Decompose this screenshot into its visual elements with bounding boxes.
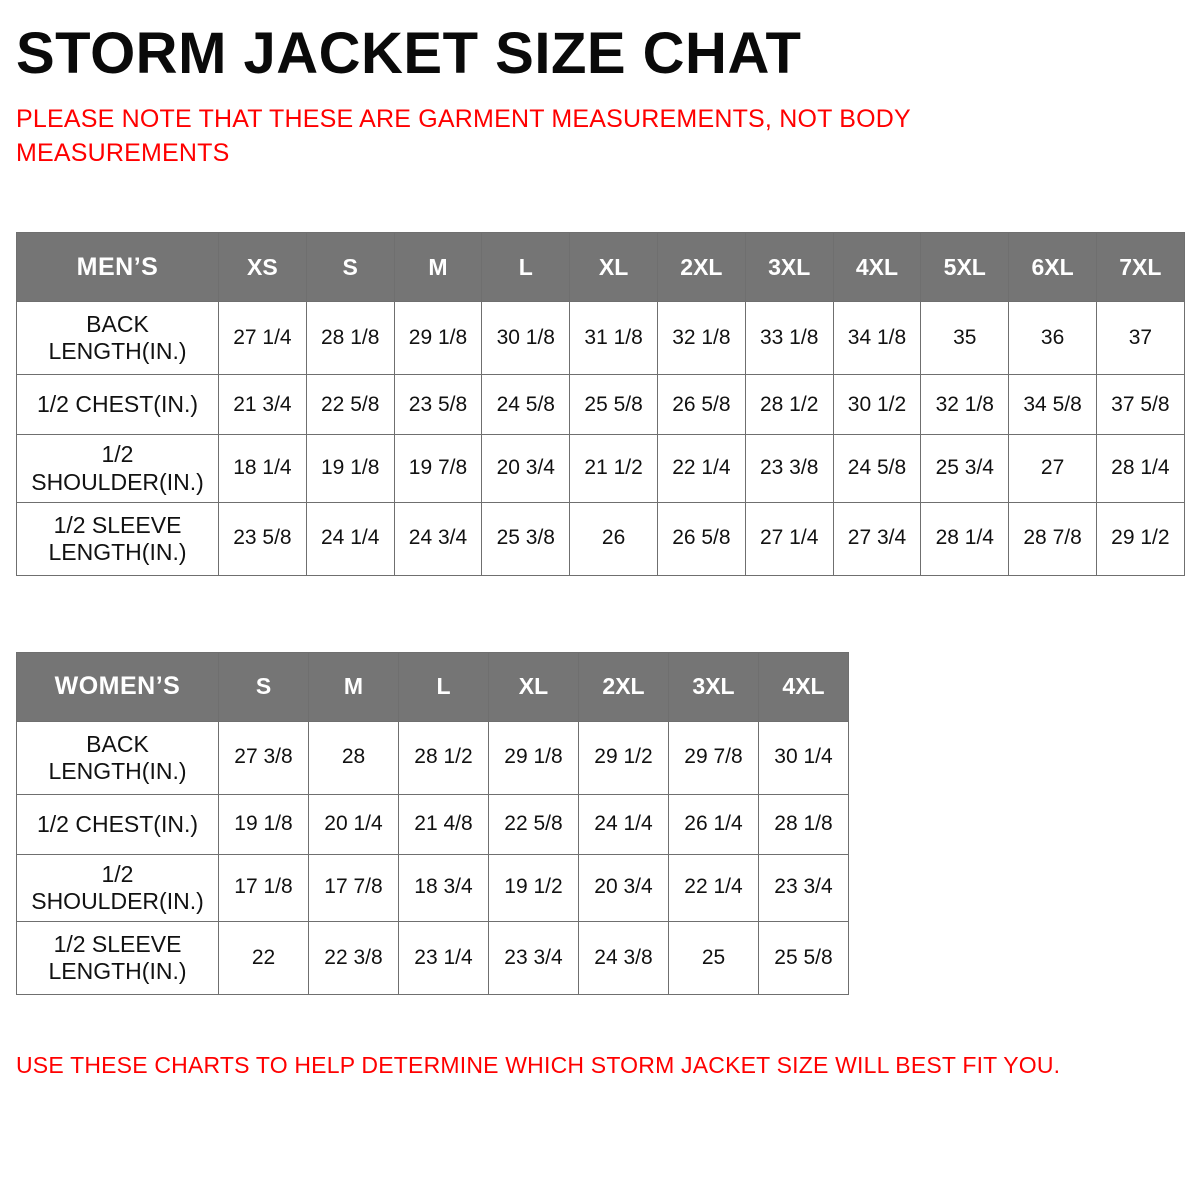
womens-size-header: 2XL <box>579 652 669 721</box>
mens-cell: 20 3/4 <box>482 435 570 502</box>
mens-cell: 25 3/8 <box>482 502 570 575</box>
mens-size-header: 3XL <box>745 233 833 302</box>
mens-cell: 25 3/4 <box>921 435 1009 502</box>
mens-size-header: 5XL <box>921 233 1009 302</box>
mens-cell: 27 1/4 <box>745 502 833 575</box>
womens-row-label: 1/2 SLEEVE LENGTH(IN.) <box>17 921 219 994</box>
womens-cell: 19 1/2 <box>489 854 579 921</box>
mens-size-header: 4XL <box>833 233 921 302</box>
mens-cell: 31 1/8 <box>570 302 658 375</box>
womens-cell: 21 4/8 <box>399 794 489 854</box>
womens-cell: 26 1/4 <box>669 794 759 854</box>
mens-cell: 21 1/2 <box>570 435 658 502</box>
mens-cell: 34 1/8 <box>833 302 921 375</box>
womens-cell: 19 1/8 <box>219 794 309 854</box>
mens-cell: 23 5/8 <box>219 502 307 575</box>
mens-row-label: BACK LENGTH(IN.) <box>17 302 219 375</box>
mens-cell: 23 5/8 <box>394 375 482 435</box>
mens-cell: 28 1/8 <box>306 302 394 375</box>
mens-size-header: L <box>482 233 570 302</box>
mens-cell: 37 5/8 <box>1096 375 1184 435</box>
table-row <box>17 302 1185 375</box>
womens-cell: 25 <box>669 921 759 994</box>
mens-size-table-wrap <box>16 232 1184 575</box>
womens-cell: 24 3/8 <box>579 921 669 994</box>
mens-size-header: 6XL <box>1009 233 1097 302</box>
womens-size-header: S <box>219 652 309 721</box>
mens-cell: 24 1/4 <box>306 502 394 575</box>
womens-size-header: M <box>309 652 399 721</box>
mens-cell: 32 1/8 <box>921 375 1009 435</box>
mens-size-header: 7XL <box>1096 233 1184 302</box>
womens-cell: 17 7/8 <box>309 854 399 921</box>
page-title: STORM JACKET SIZE CHAT <box>16 21 802 86</box>
womens-cell: 29 7/8 <box>669 721 759 794</box>
mens-cell: 25 5/8 <box>570 375 658 435</box>
womens-cell: 24 1/4 <box>579 794 669 854</box>
mens-cell: 32 1/8 <box>657 302 745 375</box>
mens-cell: 28 1/4 <box>921 502 1009 575</box>
mens-cell: 22 5/8 <box>306 375 394 435</box>
table-row <box>17 435 1185 502</box>
mens-cell: 33 1/8 <box>745 302 833 375</box>
mens-size-header: 2XL <box>657 233 745 302</box>
womens-corner-label: WOMEN’S <box>17 652 219 721</box>
womens-cell: 28 <box>309 721 399 794</box>
mens-row-label: 1/2 CHEST(IN.) <box>17 375 219 435</box>
table-row <box>17 921 849 994</box>
womens-cell: 22 3/8 <box>309 921 399 994</box>
mens-cell: 19 7/8 <box>394 435 482 502</box>
womens-cell: 25 5/8 <box>759 921 849 994</box>
mens-corner-label: MEN’S <box>17 233 219 302</box>
womens-cell: 23 1/4 <box>399 921 489 994</box>
womens-row-label: 1/2 CHEST(IN.) <box>17 794 219 854</box>
table-row <box>17 375 1185 435</box>
mens-cell: 24 5/8 <box>482 375 570 435</box>
womens-size-table-wrap <box>16 652 1184 995</box>
mens-size-table <box>16 232 1185 575</box>
womens-cell: 29 1/8 <box>489 721 579 794</box>
mens-size-header: XS <box>219 233 307 302</box>
womens-cell: 22 1/4 <box>669 854 759 921</box>
mens-size-header: S <box>306 233 394 302</box>
table-row <box>17 721 849 794</box>
mens-cell: 27 1/4 <box>219 302 307 375</box>
womens-cell: 29 1/2 <box>579 721 669 794</box>
mens-cell: 22 1/4 <box>657 435 745 502</box>
measurement-disclaimer: PLEASE NOTE THAT THESE ARE GARMENT MEASUREMENTS, NOT BODY MEASUREMENTS <box>16 104 911 167</box>
womens-cell: 30 1/4 <box>759 721 849 794</box>
mens-cell: 19 1/8 <box>306 435 394 502</box>
womens-row-label: 1/2 SHOULDER(IN.) <box>17 854 219 921</box>
womens-header-row <box>17 652 849 721</box>
womens-cell: 23 3/4 <box>489 921 579 994</box>
womens-cell: 20 3/4 <box>579 854 669 921</box>
mens-size-header: XL <box>570 233 658 302</box>
womens-size-header: 3XL <box>669 652 759 721</box>
mens-cell: 30 1/2 <box>833 375 921 435</box>
mens-cell: 35 <box>921 302 1009 375</box>
mens-cell: 21 3/4 <box>219 375 307 435</box>
womens-cell: 18 3/4 <box>399 854 489 921</box>
womens-cell: 28 1/8 <box>759 794 849 854</box>
mens-cell: 29 1/2 <box>1096 502 1184 575</box>
mens-cell: 23 3/8 <box>745 435 833 502</box>
womens-cell: 27 3/8 <box>219 721 309 794</box>
mens-cell: 29 1/8 <box>394 302 482 375</box>
mens-cell: 18 1/4 <box>219 435 307 502</box>
mens-cell: 28 1/2 <box>745 375 833 435</box>
mens-cell: 30 1/8 <box>482 302 570 375</box>
mens-cell: 26 5/8 <box>657 375 745 435</box>
womens-size-table <box>16 652 849 995</box>
womens-cell: 20 1/4 <box>309 794 399 854</box>
table-row <box>17 502 1185 575</box>
mens-cell: 24 5/8 <box>833 435 921 502</box>
mens-cell: 27 3/4 <box>833 502 921 575</box>
mens-cell: 37 <box>1096 302 1184 375</box>
womens-cell: 22 5/8 <box>489 794 579 854</box>
mens-row-label: 1/2 SLEEVE LENGTH(IN.) <box>17 502 219 575</box>
mens-cell: 28 7/8 <box>1009 502 1097 575</box>
womens-cell: 28 1/2 <box>399 721 489 794</box>
mens-header-row <box>17 233 1185 302</box>
womens-size-header: 4XL <box>759 652 849 721</box>
mens-cell: 34 5/8 <box>1009 375 1097 435</box>
womens-row-label: BACK LENGTH(IN.) <box>17 721 219 794</box>
table-row <box>17 854 849 921</box>
table-row <box>17 794 849 854</box>
womens-cell: 22 <box>219 921 309 994</box>
mens-cell: 27 <box>1009 435 1097 502</box>
womens-size-header: XL <box>489 652 579 721</box>
mens-row-label: 1/2 SHOULDER(IN.) <box>17 435 219 502</box>
mens-cell: 36 <box>1009 302 1097 375</box>
mens-size-header: M <box>394 233 482 302</box>
footer-instruction: USE THESE CHARTS TO HELP DETERMINE WHICH STORM JACKET SIZE WILL BEST FIT YOU. <box>16 1052 1061 1078</box>
mens-cell: 26 <box>570 502 658 575</box>
womens-cell: 17 1/8 <box>219 854 309 921</box>
mens-cell: 24 3/4 <box>394 502 482 575</box>
womens-size-header: L <box>399 652 489 721</box>
mens-cell: 28 1/4 <box>1096 435 1184 502</box>
womens-cell: 23 3/4 <box>759 854 849 921</box>
mens-cell: 26 5/8 <box>657 502 745 575</box>
